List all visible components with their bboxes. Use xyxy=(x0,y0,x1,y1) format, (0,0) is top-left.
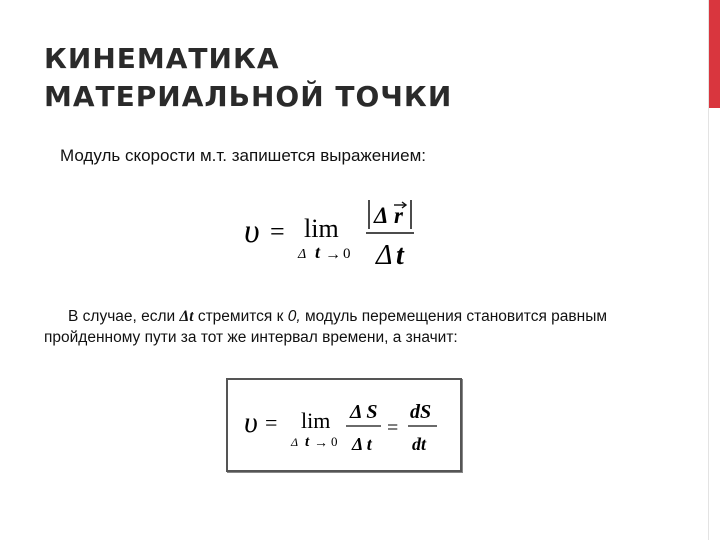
para-text-2: стремится к xyxy=(193,308,288,325)
para-text-1: В случае, если xyxy=(68,308,180,325)
equals-sign-3: = xyxy=(387,417,399,439)
lim-sub-arrow: → xyxy=(325,246,341,263)
velocity-symbol: υ xyxy=(244,213,260,250)
title-line-1: КИНЕМАТИКА xyxy=(44,42,280,75)
lim2-sub-zero: 0 xyxy=(331,434,338,449)
lim2-sub-arrow: → xyxy=(314,436,328,451)
lim2-sub-delta: Δ xyxy=(291,435,299,449)
lim-sub-t: t xyxy=(315,242,321,262)
velocity-symbol-2: υ xyxy=(244,406,258,439)
para-text-3: модуль перемещения становится равным пройденному пути за тот же интервал времени, а значит: xyxy=(44,308,608,346)
para-zero: 0, xyxy=(287,308,301,325)
equals-sign: = xyxy=(270,217,285,246)
para-delta-t: Δt xyxy=(179,308,194,325)
fraction1-denominator: Δ t xyxy=(352,434,372,454)
equals-sign-2: = xyxy=(265,410,278,435)
lim-operator: lim xyxy=(304,214,339,243)
numerator-delta: Δ xyxy=(374,203,389,228)
title-line-2: МАТЕРИАЛЬНОЙ ТОЧКИ xyxy=(44,80,453,113)
lim-operator-2: lim xyxy=(301,408,331,433)
denominator-t: t xyxy=(396,240,404,271)
fraction1-numerator: Δ S xyxy=(350,401,378,423)
numerator-r: r xyxy=(394,203,403,228)
denominator-delta: Δ xyxy=(376,240,393,271)
fraction2-denominator: dt xyxy=(412,434,427,454)
lim2-sub-t: t xyxy=(305,434,310,450)
intro-text: Модуль скорости м.т. запишется выражением: xyxy=(60,146,426,165)
fraction2-numerator: dS xyxy=(410,401,432,423)
lim-sub-zero: 0 xyxy=(343,246,351,262)
lim-sub-delta: Δ xyxy=(298,247,307,262)
